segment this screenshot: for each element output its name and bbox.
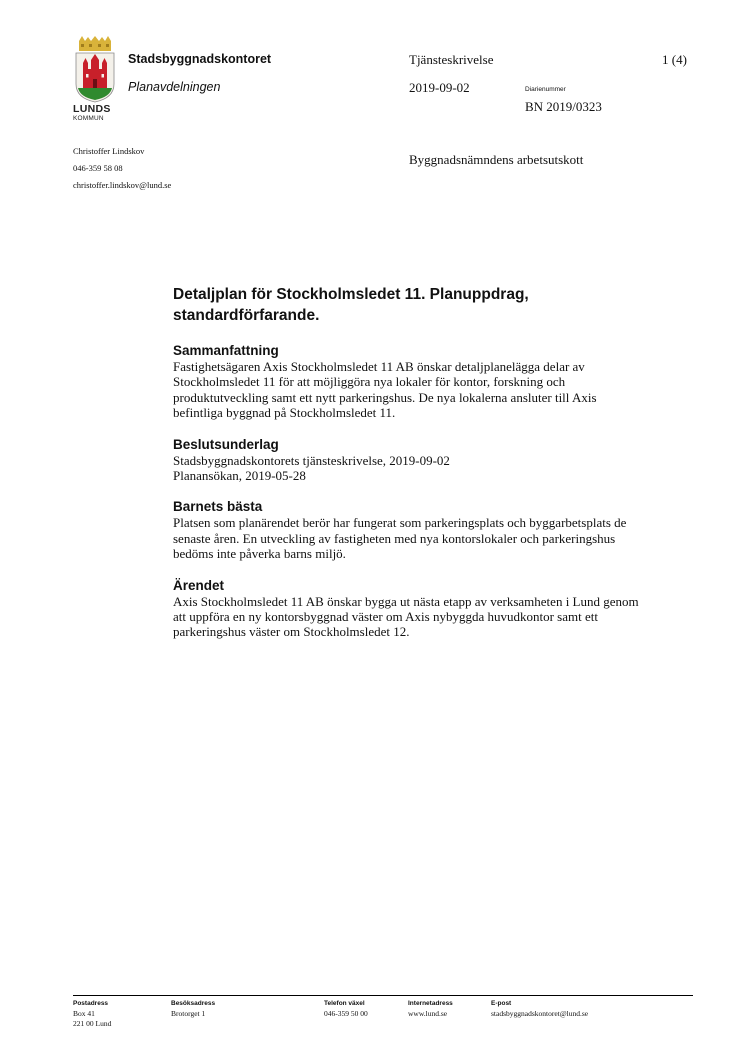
footer-internet (408, 999, 453, 1019)
contact-email: christoffer.lindskov@lund.se (73, 180, 172, 190)
section-heading: Beslutsunderlag (173, 436, 279, 452)
section-paragraph: Fastighetsägaren Axis Stockholmsledet 11 AB önskar detaljplanelägga delar av Stockholmsledet 11 för att möjliggöra nya lokaler för kontor, forskning och produktutveckling samt ett nytt parkeringshus. De nya lokalerna ansluter till Axis befintliga byggnad på Stockholmsledet 11. (173, 359, 597, 421)
footer-label: Telefon växel (324, 1000, 365, 1007)
footer-label: Besöksadress (171, 1000, 216, 1007)
footer-label: Internetadress (408, 1000, 453, 1007)
footer-postadress (73, 999, 111, 1029)
section-heading: Barnets bästa (173, 499, 263, 515)
section-heading: Ärendet (173, 577, 225, 593)
footer-value: Box 41 (73, 1009, 95, 1018)
department-name: Stadsbyggnadskontoret (128, 52, 272, 66)
section-paragraph: Platsen som planärendet berör har fungerat som parkeringsplats och byggarbetsplats de senaste åren. En utveckling av fastigheten med nya kontorslokaler och parkeringshus bedöms inte påverka barns miljö. (173, 515, 627, 562)
contact-block (73, 143, 171, 194)
underlag-item: Stadsbyggnadskontorets tjänsteskrivelse, 2019-09-02 (173, 452, 450, 468)
section-sammanfattning (173, 342, 643, 421)
footer-value: Brotorget 1 (171, 1009, 206, 1018)
subdepartment-name: Planavdelningen (128, 80, 221, 94)
document-date: 2019-09-02 (409, 80, 470, 95)
contact-name: Christoffer Lindskov (73, 146, 145, 156)
page-number: 1 (4) (662, 52, 687, 67)
footer-label: Postadress (73, 1000, 109, 1007)
footer-value: 046-359 50 00 (324, 1009, 368, 1018)
section-heading: Sammanfattning (173, 343, 279, 358)
footer-value: stadsbyggnadskontoret@lund.se (491, 1009, 589, 1018)
logo-line-1: LUNDS (73, 103, 111, 115)
document-type: Tjänsteskrivelse (409, 52, 494, 67)
section-beslutsunderlag (173, 436, 643, 484)
contact-phone: 046-359 58 08 (73, 163, 123, 173)
footer-besoksadress (171, 999, 215, 1019)
logo-line-2: KOMMUN (73, 115, 104, 122)
section-barnets-basta (173, 498, 643, 561)
section-paragraph: Axis Stockholmsledet 11 AB önskar bygga ut nästa etapp av verksamheten i Lund genom att uppföra en ny kontorsbyggnad väster om Axis nybyggda huvudkontor samt ett parkeringshus väster om Stockholmsledet 12. (173, 593, 639, 640)
diarie-number: BN 2019/0323 (525, 99, 602, 114)
section-arendet (173, 577, 643, 640)
footer-value: www.lund.se (408, 1009, 448, 1018)
footer-epost (491, 999, 588, 1019)
document-body (173, 284, 643, 655)
footer-divider (73, 995, 693, 996)
section-paragraph (173, 453, 643, 484)
footer-telefon (324, 999, 368, 1019)
footer-value: 221 00 Lund (73, 1019, 112, 1028)
recipient: Byggnadsnämndens arbetsutskott (409, 152, 584, 167)
underlag-item: Planansökan, 2019-05-28 (173, 468, 306, 484)
logo-wordmark (73, 104, 123, 123)
footer-label: E-post (491, 1000, 512, 1007)
diarie-label: Diarienummer (525, 86, 566, 93)
document-title: Detaljplan för Stockholmsledet 11. Planuppdrag, standardförfarande. (173, 286, 529, 324)
